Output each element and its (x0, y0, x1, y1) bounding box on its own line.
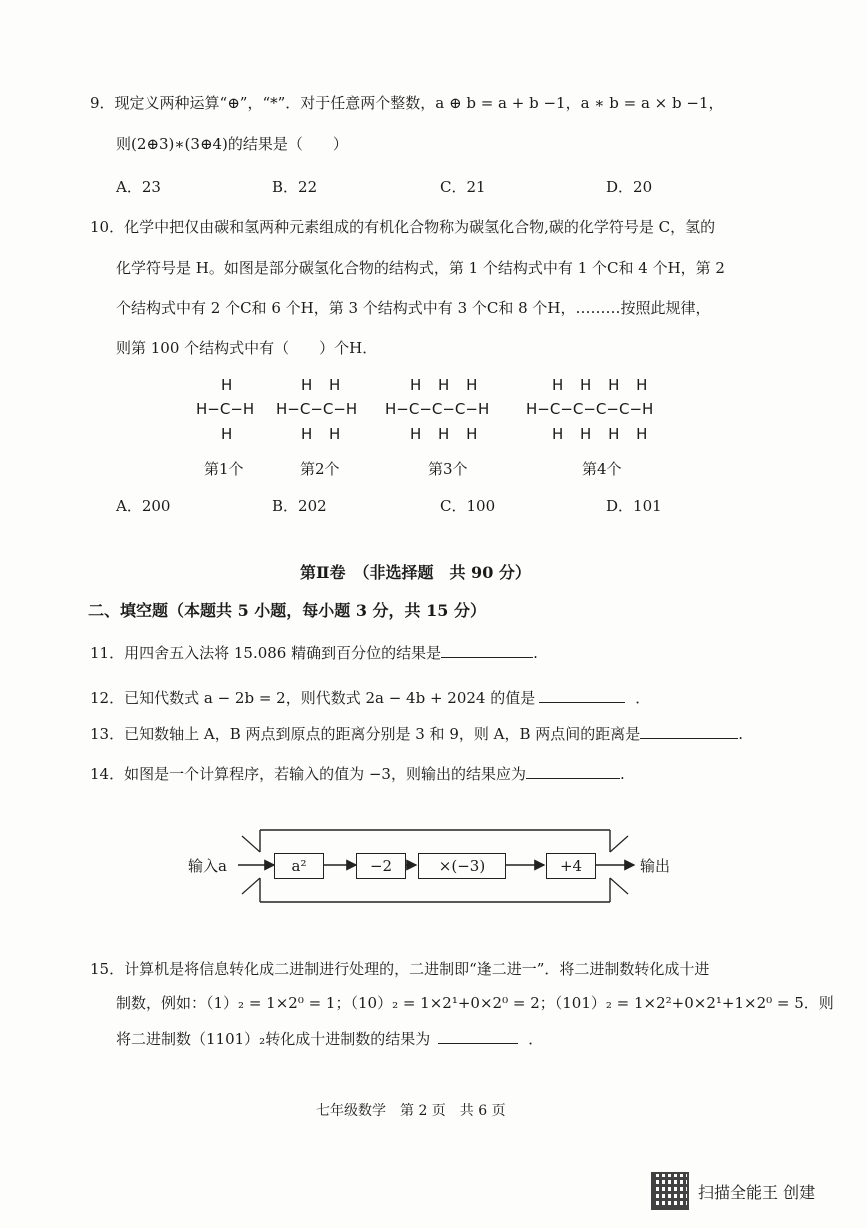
molecule-4-chain: H−C−C−C−C−H (526, 400, 654, 418)
q9-line2: 则(2⊕3)∗(3⊕4)的结果是（ ） (116, 135, 348, 153)
part2-title: 第Ⅱ卷 （非选择题 共 90 分） (300, 563, 531, 582)
flow-step-times-neg-3: ×(−3) (418, 853, 506, 879)
q13 (90, 722, 743, 744)
q11-end: . (533, 644, 538, 662)
q9-line1: 9．现定义两种运算“⊕”，“*”．对于任意两个整数，a ⊕ b = a + b −1，a ∗ b = a × b −1， (90, 94, 724, 112)
section2-title: 二、填空题（本题共 5 小题，每小题 3 分，共 15 分） (88, 601, 486, 620)
flow-step-square: a² (274, 853, 324, 879)
q10-line3: 个结构式中有 2 个C和 6 个H，第 3 个结构式中有 3 个C和 8 个H，………按照此规律， (116, 299, 711, 317)
molecule-4-label: 第4个 (582, 460, 622, 478)
q10-line4: 则第 100 个结构式中有（ ）个H． (116, 339, 378, 357)
q13-end: . (738, 725, 744, 743)
q10-option-b: B．202 (272, 497, 327, 515)
qr-code-icon (651, 1172, 689, 1210)
q14-answer-blank[interactable] (526, 762, 620, 779)
q13-text: 13．已知数轴上 A，B 两点到原点的距离分别是 3 和 9，则 A，B 两点间的距离是 (90, 725, 641, 743)
flow-step-minus-2: −2 (356, 853, 406, 879)
q15-answer-blank[interactable] (438, 1027, 518, 1044)
q12 (90, 686, 650, 708)
molecule-3-bottom-h: H H H (410, 425, 484, 443)
q10-option-d: D．101 (606, 497, 662, 515)
flow-input-label: 输入a (188, 857, 227, 875)
molecule-1-chain: H−C−H (196, 400, 255, 418)
q12-text: 12．已知代数式 a − 2b = 2，则代数式 2a − 4b + 2024 的值是 (90, 689, 536, 707)
molecule-3-top-h: H H H (410, 376, 484, 394)
q14-text: 14．如图是一个计算程序，若输入的值为 −3，则输出的结果应为 (90, 765, 526, 783)
q15-line3-wrap (116, 1027, 543, 1049)
q10-option-c: C．100 (440, 497, 496, 515)
q15-line3: 将二进制数（1101）₂转化成十进制数的结果为 (116, 1030, 431, 1048)
molecule-1-bottom-h: H (221, 425, 233, 443)
q10-option-a: A．200 (116, 497, 171, 515)
q15-line2: 制数，例如：（1）₂ = 1×2⁰ = 1；（10）₂ = 1×2¹+0×2⁰ = 2；（101）₂ = 1×2²+0×2¹+1×2⁰ = 5．则 (116, 994, 834, 1012)
q14 (90, 762, 625, 784)
q11-answer-blank[interactable] (441, 641, 533, 658)
molecule-2-chain: H−C−C−H (276, 400, 358, 418)
molecule-1-top-h: H (221, 376, 233, 394)
molecule-3-label: 第3个 (428, 460, 468, 478)
molecule-4-top-h: H H H H (552, 376, 654, 394)
q11-text: 11．用四舍五入法将 15.086 精确到百分位的结果是 (90, 644, 442, 662)
q12-answer-blank[interactable] (539, 686, 625, 703)
q11 (90, 641, 538, 663)
q15-end: ． (528, 1030, 544, 1048)
q10-line2: 化学符号是 H。如图是部分碳氢化合物的结构式，第 1 个结构式中有 1 个C和 4 个H，第 2 (116, 259, 725, 277)
q12-end: ． (635, 689, 651, 707)
flow-frame-left-top-diag (242, 836, 260, 852)
q9-option-d: D．20 (606, 178, 653, 196)
q9-option-b: B．22 (272, 178, 318, 196)
flow-frame-left-bottom-diag (242, 878, 260, 894)
q15-line1: 15．计算机是将信息转化成二进制进行处理的，二进制即“逢二进一”．将二进制数转化成十进 (90, 960, 710, 978)
molecule-3-chain: H−C−C−C−H (385, 400, 490, 418)
molecule-2-label: 第2个 (300, 460, 340, 478)
molecule-2-bottom-h: H H (301, 425, 347, 443)
molecule-1-label: 第1个 (204, 460, 244, 478)
molecule-2-top-h: H H (301, 376, 347, 394)
q13-answer-blank[interactable] (640, 722, 738, 739)
q9-option-c: C．21 (440, 178, 486, 196)
flow-frame-right-top-diag (610, 836, 628, 852)
flow-frame-right-bottom-diag (610, 878, 628, 894)
flow-output-label: 输出 (640, 857, 671, 875)
q9-option-a: A．23 (116, 178, 161, 196)
q14-end: . (619, 765, 625, 783)
q10-line1: 10．化学中把仅由碳和氢两种元素组成的有机化合物称为碳氢化合物,碳的化学符号是 C，氢的 (90, 218, 716, 236)
molecule-4-bottom-h: H H H H (552, 425, 654, 443)
flow-step-plus-4: +4 (546, 853, 596, 879)
page-footer: 七年级数学 第 2 页 共 6 页 (316, 1103, 506, 1119)
scanner-watermark: 扫描全能王 创建 (698, 1183, 816, 1202)
